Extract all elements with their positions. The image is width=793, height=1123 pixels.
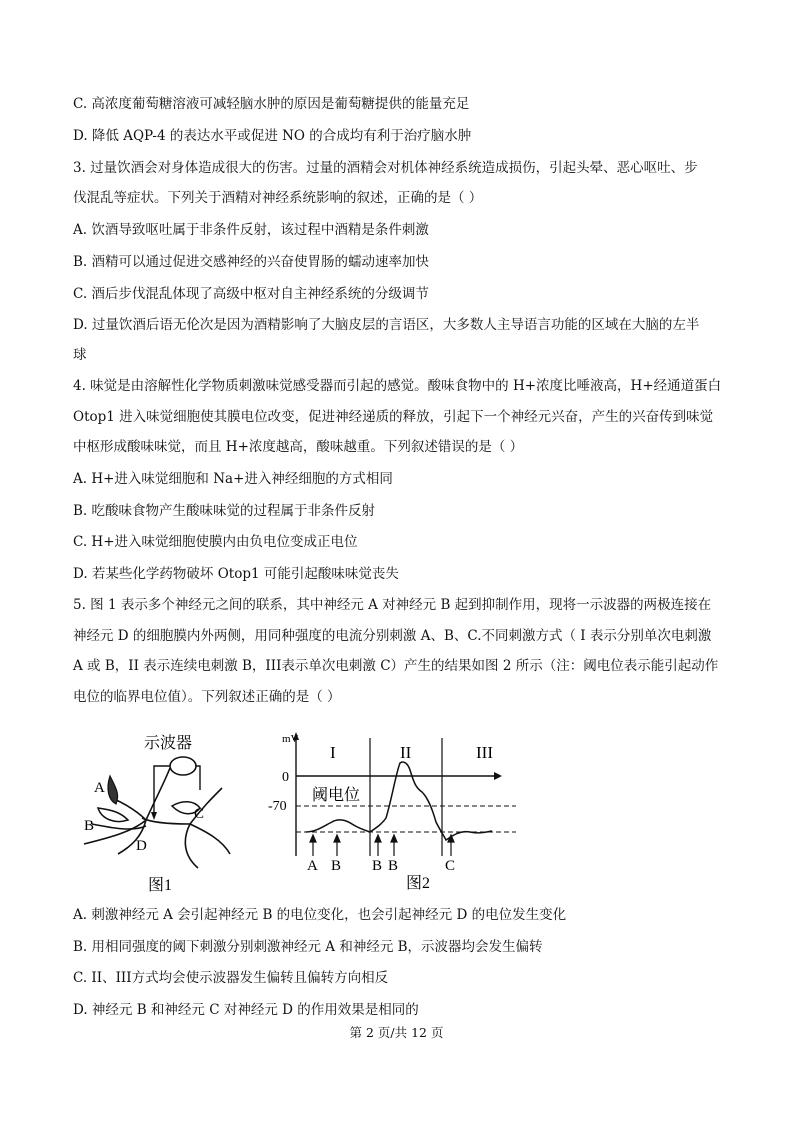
q3-option-d-line2: 球: [73, 347, 87, 363]
q5-option-c: C. II、III方式均会使示波器发生偏转且偏转方向相反: [73, 970, 389, 986]
page-footer: 第 2 页/共 12 页: [349, 1025, 444, 1040]
q3-option-a: A. 饮酒导致呕吐属于非条件反射，该过程中酒精是条件刺激: [73, 222, 429, 238]
stim-label-b2: B: [372, 858, 383, 874]
y-unit-label: mV: [282, 733, 299, 745]
q4-stem-line2: Otop1 进入味觉细胞使其膜电位改变，促进神经递质的释放，引起下一个神经元兴奋，产生的兴奋传到味觉: [73, 409, 714, 425]
neuron-b-label: B: [84, 818, 95, 834]
neuron-b-terminal: [98, 808, 128, 822]
neuron-d-label: D: [136, 838, 147, 854]
neuron-c-label: C: [194, 806, 205, 822]
oscilloscope-icon: [170, 757, 196, 775]
figure1-neuron-diagram: [72, 728, 242, 898]
q4-option-c: C. H+进入味觉细胞使膜内由负电位变成正电位: [73, 534, 358, 550]
y-minus70-label: -70: [268, 799, 287, 814]
q5-stem-line4: 电位的临界电位值）。下列叙述正确的是（ ）: [73, 689, 341, 705]
y-zero-label: 0: [282, 770, 289, 785]
q4-option-d: D. 若某些化学药物破坏 Otop1 可能引起酸味味觉丧失: [73, 566, 399, 582]
q5-stem-line3: A 或 B，II 表示连续电刺激 B，III表示单次电刺激 C）产生的结果如图 2 所示（注：阈电位表示能引起动作: [73, 658, 719, 674]
q3-stem-line2: 伐混乱等症状。下列关于酒精对神经系统影响的叙述，正确的是（ ）: [73, 190, 483, 206]
q5-option-a: A. 刺激神经元 A 会引起神经元 B 的电位变化，也会引起神经元 D 的电位发生变化: [73, 907, 567, 923]
section-iii-label: III: [476, 743, 493, 762]
q4-option-b: B. 吃酸味食物产生酸味味觉的过程属于非条件反射: [73, 503, 376, 519]
q4-option-a: A. H+进入味觉细胞和 Na+进入神经细胞的方式相同: [73, 471, 393, 487]
q5-stem-line1: 5. 图 1 表示多个神经元之间的联系，其中神经元 A 对神经元 B 起到抑制作用，现将一示波器的两极连接在: [73, 597, 712, 613]
q2-option-c: C. 高浓度葡萄糖溶液可减轻脑水肿的原因是葡萄糖提供的能量充足: [73, 96, 470, 112]
q4-stem-line1: 4. 味觉是由溶解性化学物质刺激味觉感受器而引起的感觉。酸味食物中的 H+浓度比唾液高，H+经通道蛋白: [73, 378, 722, 394]
oscilloscope-label: 示波器: [144, 735, 193, 752]
q3-stem-line1: 3. 过量饮酒会对身体造成很大的伤害。过量的酒精会对机体神经系统造成损伤，引起头晕、恶心呕吐、步: [73, 160, 698, 176]
q5-option-b: B. 用相同强度的阈下刺激分别刺激神经元 A 和神经元 B，示波器均会发生偏转: [73, 939, 543, 955]
q5-stem-line2: 神经元 D 的细胞膜内外两侧，用同种强度的电流分别刺激 A、B、C.不同刺激方式（ I 表示分别单次电刺激: [73, 628, 712, 644]
q3-option-d-line1: D. 过量饮酒后语无伦次是因为酒精影响了大脑皮层的言语区，大多数人主导语言功能的区域在大脑的左半: [73, 317, 700, 333]
stim-label-b1: B: [331, 858, 342, 874]
q2-option-d: D. 降低 AQP-4 的表达水平或促进 NO 的合成均有利于治疗脑水肿: [73, 128, 472, 144]
figure2-potential-graph: [266, 728, 526, 898]
section-i-label: I: [330, 743, 336, 762]
stim-label-a: A: [307, 858, 318, 874]
neuron-a-label: A: [94, 780, 105, 796]
q3-option-c: C. 酒后步伐混乱体现了高级中枢对自主神经系统的分级调节: [73, 286, 429, 302]
q3-option-b: B. 酒精可以通过促进交感神经的兴奋使胃肠的蠕动速率加快: [73, 254, 430, 270]
q4-stem-line3: 中枢形成酸味味觉，而且 H+浓度越高，酸味越重。下列叙述错误的是（ ）: [73, 439, 524, 455]
stim-label-c: C: [445, 858, 456, 874]
neuron-a-terminal: [108, 776, 118, 804]
figure2-caption: 图2: [406, 875, 431, 892]
q5-option-d: D. 神经元 B 和神经元 C 对神经元 D 的作用效果是相同的: [73, 1002, 419, 1018]
figure1-caption: 图1: [148, 877, 173, 894]
oscilloscope-lead-right: [196, 766, 200, 790]
section-ii-label: II: [400, 743, 412, 762]
stim-label-b3: B: [388, 858, 399, 874]
threshold-label: 阈电位: [312, 787, 361, 804]
